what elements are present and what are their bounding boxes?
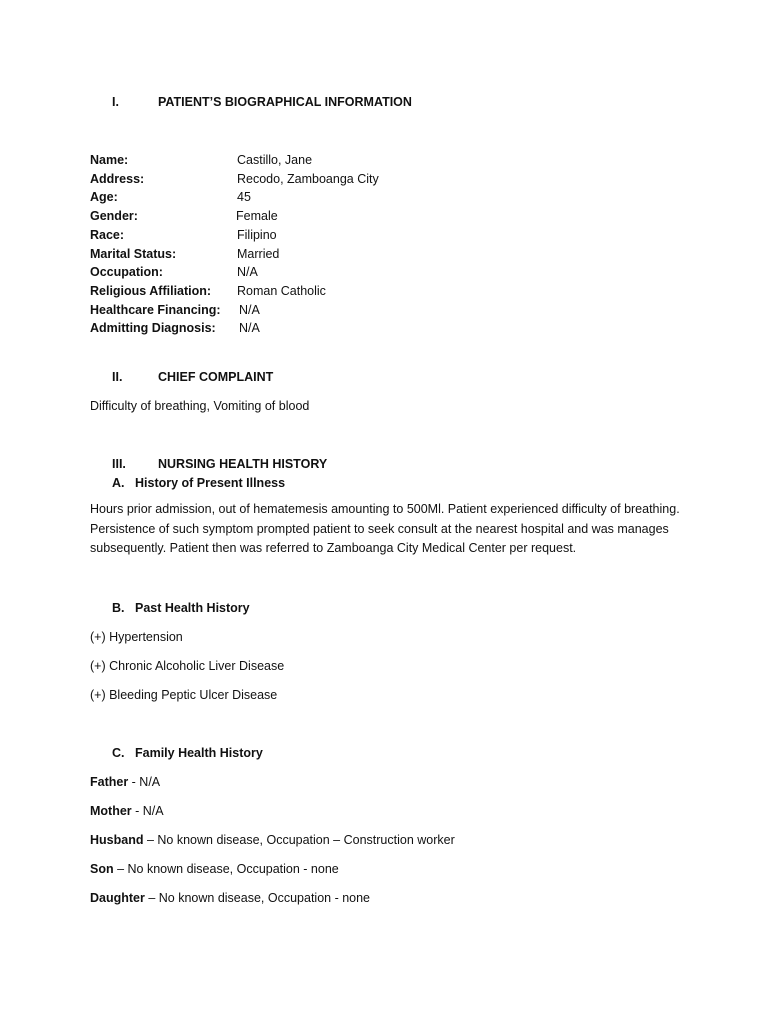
section1-numeral: I. — [112, 95, 119, 109]
field-label-admitting-diagnosis: Admitting Diagnosis: — [90, 321, 216, 335]
field-value-age: 45 — [237, 190, 251, 204]
subsection-c-letter: C. — [112, 746, 125, 760]
family-member-detail: – No known disease, Occupation - none — [144, 891, 371, 905]
family-member-mother — [90, 803, 164, 819]
field-label-occupation: Occupation: — [90, 265, 163, 279]
family-member-father — [90, 774, 160, 790]
family-member-detail: - N/A — [131, 804, 164, 818]
field-label-age: Age: — [90, 190, 118, 204]
family-member-son — [90, 861, 339, 877]
list-item: (+) Hypertension — [90, 630, 183, 644]
subsection-b-letter: B. — [112, 601, 125, 615]
field-label-name: Name: — [90, 153, 129, 167]
field-label-religious-affiliation: Religious Affiliation: — [90, 284, 212, 298]
field-label-healthcare-financing: Healthcare Financing: — [90, 303, 221, 317]
chief-complaint-text: Difficulty of breathing, Vomiting of blood — [90, 399, 310, 413]
field-value-occupation: N/A — [237, 265, 258, 279]
section3-title: NURSING HEALTH HISTORY — [158, 457, 328, 471]
subsection-c-title: Family Health History — [135, 746, 263, 760]
field-value-name: Castillo, Jane — [237, 153, 313, 167]
field-value-religious-affiliation: Roman Catholic — [237, 284, 326, 298]
family-member-detail: - N/A — [128, 775, 161, 789]
subsection-a-letter: A. — [112, 476, 125, 490]
field-value-race: Filipino — [237, 228, 277, 242]
family-member-detail: – No known disease, Occupation - none — [113, 862, 339, 876]
field-label-gender: Gender: — [90, 209, 138, 223]
list-item: (+) Chronic Alcoholic Liver Disease — [90, 659, 285, 673]
family-member-label: Daughter — [90, 891, 145, 905]
section3-numeral: III. — [112, 457, 126, 471]
field-value-marital-status: Married — [237, 247, 280, 261]
subsection-b-title: Past Health History — [135, 601, 250, 615]
section2-numeral: II. — [112, 370, 123, 384]
field-value-admitting-diagnosis: N/A — [239, 321, 260, 335]
family-member-detail: – No known disease, Occupation – Construction worker — [143, 833, 455, 847]
present-illness-paragraph: Hours prior admission, out of hematemesis amounting to 500Ml. Patient experienced difficulty of breathing. Persistence of such symptom prompted patient to seek consult at the nearest hospital and was manages subsequently. Patient then was referred to Zamboanga City Medical Center per request. — [90, 502, 680, 555]
subsection-a-title: History of Present Illness — [135, 476, 286, 490]
field-label-address: Address: — [90, 172, 145, 186]
section2-title: CHIEF COMPLAINT — [158, 370, 274, 384]
field-value-address: Recodo, Zamboanga City — [237, 172, 379, 186]
family-member-daughter — [90, 890, 370, 906]
family-member-label: Son — [90, 862, 114, 876]
family-member-label: Mother — [90, 804, 132, 818]
field-label-marital-status: Marital Status: — [90, 247, 177, 261]
field-label-race: Race: — [90, 228, 125, 242]
section1-title: PATIENT’S BIOGRAPHICAL INFORMATION — [158, 95, 412, 109]
family-member-label: Father — [90, 775, 129, 789]
field-value-gender: Female — [236, 209, 278, 223]
field-value-healthcare-financing: N/A — [239, 303, 260, 317]
list-item: (+) Bleeding Peptic Ulcer Disease — [90, 688, 278, 702]
family-member-label: Husband — [90, 833, 144, 847]
family-member-husband — [90, 832, 455, 848]
